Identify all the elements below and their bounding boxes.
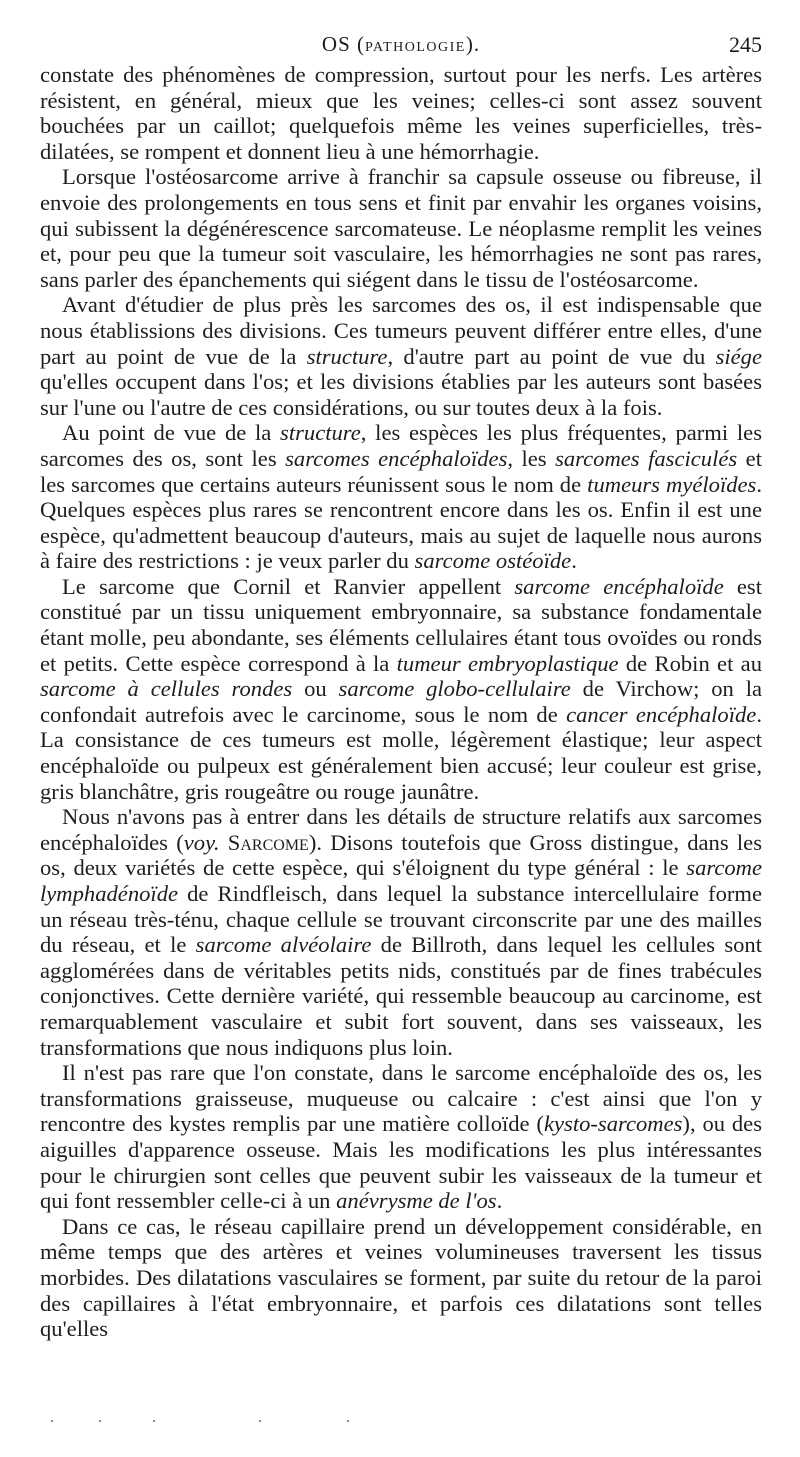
text-run: Lorsque l'ostéosarcome arrive à franchir sa capsule osseuse ou fibreuse, il envoie des prolongements en tous sens et finit par envahir les organes voisins, qui subissent la dégénérescence sarcomateuse. Le néoplasme remplit les veines et, pour peu que la tumeur soit vasculaire, les hémorrhagies ne sont pas rares, sans parler des épanchements qui siégent dans le tissu de l'ostéosarcome. xyxy=(40,164,762,292)
paragraph xyxy=(40,292,762,420)
italic-term: structure xyxy=(306,343,388,369)
italic-term: voy. xyxy=(183,829,220,855)
text-run: . xyxy=(496,1188,503,1214)
text-run: ou xyxy=(292,676,339,702)
italic-term: tumeur embryoplastique xyxy=(396,650,619,676)
text-run: . Quelques espèces plus rares se rencontrent encore dans les os. Enfin il est une espèce, qu'admettent beaucoup d'auteurs, mais au sujet de laquelle nous aurons à faire des restrictions : je veux parler du xyxy=(40,471,763,574)
paragraph xyxy=(40,574,762,804)
text-run: Le sarcome que Cornil et Ranvier appellent xyxy=(62,573,515,599)
italic-term: sarcomes fasciculés xyxy=(555,445,738,471)
body-text xyxy=(40,62,762,1342)
text-run: de Virchow; on la confondait autrefois avec le carcinome, sous le nom de xyxy=(40,676,763,727)
text-run xyxy=(220,830,228,855)
text-run: de Robin et au xyxy=(618,650,762,676)
text-run: ), ou des aiguilles d'apparence osseuse. Mais les modifications les plus intéressantes pour le chirurgien sont celles que peuvent subir les vaisseaux de la tumeur et qui font ressembler celle-ci à un xyxy=(40,1111,762,1214)
page-number: 245 xyxy=(729,32,762,57)
running-title-smallcaps: PATHOLOGIE xyxy=(365,40,466,55)
text-run: ). Disons toutefois que Gross distingue, dans les os, deux variétés de cette espèce, qui s'éloignent du type général : le xyxy=(40,829,762,881)
italic-term: sarcome encéphaloïde xyxy=(514,573,724,599)
italic-term: sarcome globo-cellulaire xyxy=(338,676,571,702)
smallcaps-term: Sarcome xyxy=(227,829,309,855)
paragraph xyxy=(40,164,762,292)
italic-term: sarcome à cellules rondes xyxy=(40,676,293,702)
running-title-end: ). xyxy=(465,32,481,56)
italic-term: tumeurs myéloïdes xyxy=(587,471,757,497)
italic-term: sarcome ostéoïde xyxy=(414,548,572,574)
text-run: constate des phénomènes de compression, surtout pour les nerfs. Les artères résistent, en général, mieux que les veines; celles-ci sont assez souvent bouchées par un caillot; quelquefois même les veines superficielles, très-dilatées, se rompent et donnent lieu à une hémorrhagie. xyxy=(40,62,762,164)
paragraph xyxy=(40,62,762,164)
text-run: . xyxy=(571,548,577,574)
text-run: Il n'est pas rare que l'on constate, dans le sarcome encéphaloïde des os, les transformations graisseuse, muqueuse ou calcaire : c'est ainsi que l'on y rencontre des kystes remplis par une matière colloïde ( xyxy=(40,1060,762,1137)
text-run: , les xyxy=(507,445,556,471)
text-run: Au point de vue de la xyxy=(62,420,281,446)
text-run: Dans ce cas, le réseau capillaire prend un développement considérable, en même temps que des artères et veines volumineuses traversent les tissus morbides. Des dilatations vasculaires se forment, par suite du retour de la paroi des capillaires à l'état embryonnaire, et parfois ces dilatations sont telles qu'elles xyxy=(40,1213,762,1342)
paragraph xyxy=(40,1060,762,1214)
italic-term: sarcome lymphadénoïde xyxy=(40,855,762,906)
paragraph xyxy=(40,804,762,1060)
text-run: de Rindfleisch, dans lequel la substance intercellulaire forme un réseau très-ténu, chaque cellule se trouvant circonscrite par une des mailles du réseau, et le xyxy=(40,881,762,958)
text-run: qu'elles occupent dans l'os; et les divisions établies par les auteurs sont basées sur l'une ou l'autre de ces considérations, ou sur toutes deux à la fois. xyxy=(40,369,762,420)
text-run: , les espèces les plus fréquentes, parmi les sarcomes des os, sont les xyxy=(40,420,762,471)
italic-term: kysto-sarcomes xyxy=(543,1111,683,1137)
running-title-main: OS ( xyxy=(321,32,365,56)
italic-term: sarcomes encéphaloïdes xyxy=(285,445,508,471)
italic-term: structure xyxy=(280,420,361,446)
text-run: est constitué par un tissu uniquement embryonnaire, sa substance fondamentale étant molle, peu abondante, ses éléments cellulaires étant tous ovoïdes ou ronds et petits. Cette espèce correspond à la xyxy=(40,573,762,676)
italic-term: anévrysme de l'os xyxy=(336,1188,497,1214)
text-run: de Billroth, dans lequel les cellules sont agglomérées dans de véritables petits nids, constitués par de fines trabécules conjonctives. Cette dernière variété, qui ressemble beaucoup au carcinome, est remarquablement vasculaire et subit fort souvent, dans ses vaisseaux, les transformations que nous indiquons plus loin. xyxy=(40,932,762,1060)
running-title xyxy=(40,32,762,57)
text-run: Avant d'étudier de plus près les sarcomes des os, il est indispensable que nous établissions des divisions. Ces tumeurs peuvent différer entre elles, d'une part au point de vue de la xyxy=(40,292,762,369)
running-head xyxy=(40,26,762,62)
paragraph xyxy=(40,420,762,574)
italic-term: sarcome alvéolaire xyxy=(195,932,372,958)
text-run: . La consistance de ces tumeurs est molle, légèrement élastique; leur aspect encéphaloïde ou pulpeux est généralement bien accusé; leur couleur est grise, gris blanchâtre, gris rougeâtre ou rouge jaunâtre. xyxy=(40,701,762,804)
text-run: , d'autre part au point de vue du xyxy=(387,343,716,369)
text-run: et les sarcomes que certains auteurs réunissent sous le nom de xyxy=(40,445,762,497)
text-run: Nous n'avons pas à entrer dans les détails de structure relatifs aux sarcomes encéphaloïdes ( xyxy=(40,804,762,855)
italic-term: cancer encéphaloïde xyxy=(566,701,757,727)
bottom-page-specks xyxy=(48,1418,358,1424)
paragraph xyxy=(40,1214,762,1342)
italic-term: siége xyxy=(715,343,763,369)
